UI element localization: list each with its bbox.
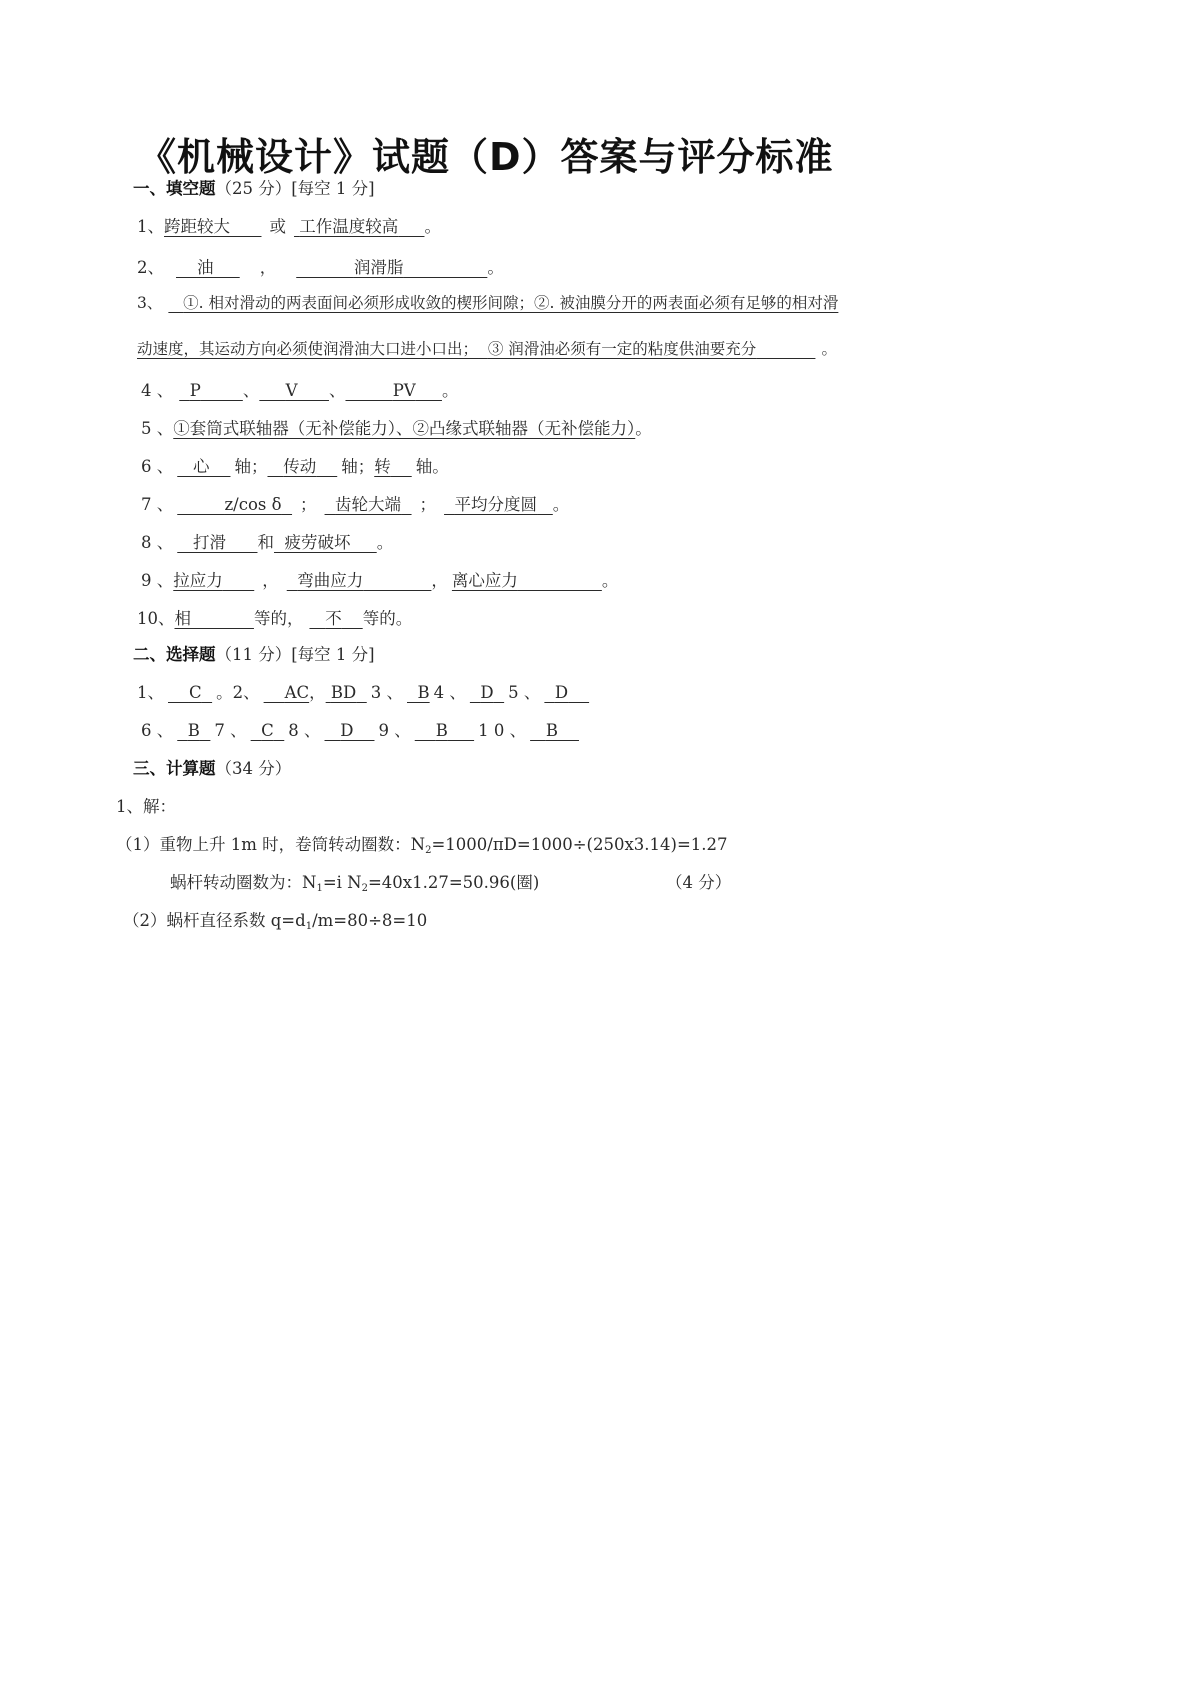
end-mark: 。 bbox=[487, 258, 504, 277]
fill-q4 bbox=[141, 380, 458, 402]
q-number: 8 、 bbox=[288, 721, 321, 740]
q-number: 1、 bbox=[137, 683, 164, 702]
q-number: 10、 bbox=[137, 609, 175, 628]
choice-row-1 bbox=[137, 682, 589, 704]
label-text: 轴； bbox=[341, 457, 375, 476]
answer-blank: V bbox=[285, 381, 298, 400]
section-2-name: 选择题 bbox=[166, 645, 216, 664]
answer-blank: B bbox=[545, 721, 558, 740]
fill-q3-line1 bbox=[137, 292, 838, 314]
solution-step-1b: 蜗杆转动圈数为：$N_1=i$ $N_2=40x1.27=50.96$(圈) bbox=[170, 873, 540, 894]
answer-blank: B bbox=[435, 721, 448, 740]
answer-blank: 打滑 bbox=[193, 533, 226, 552]
answer-blank: C bbox=[188, 683, 202, 702]
separator: ， bbox=[309, 683, 326, 702]
answer-blank: 传动 bbox=[283, 457, 317, 476]
answer-blank: 相 bbox=[174, 609, 191, 628]
answer-blank: ①. 相对滑动的两表面间必须形成收敛的楔形间隙；②. 被油膜分开的两表面必须有足够的相对滑 bbox=[183, 294, 839, 312]
solution-step-2: （2）蜗杆直径系数 $q=d_1/m=80\div 8=10$ bbox=[123, 911, 428, 932]
answer-blank: ③ 润滑油必须有一定的粘度供油要充分 bbox=[487, 340, 757, 358]
answer-blank: 齿轮大端 bbox=[335, 495, 402, 514]
section-1-number: 一、 bbox=[133, 179, 166, 198]
q-number: 6 、 bbox=[141, 457, 174, 476]
q-number: 9 、 bbox=[378, 721, 411, 740]
answer-blank: 平均分度圆 bbox=[454, 495, 538, 514]
page-title: 《机械设计》试题（D）答案与评分标准 bbox=[138, 135, 834, 179]
answer-blank: 离心应力 bbox=[451, 571, 518, 590]
connector-text: ， bbox=[259, 258, 277, 277]
answer-blank: D bbox=[340, 721, 354, 740]
q-number: 6 、 bbox=[141, 721, 174, 740]
score-note: （4 分） bbox=[666, 873, 732, 892]
answer-blank: 不 bbox=[325, 609, 342, 628]
solution-step-1: （1）重物上升 1m 时，卷筒转动圈数：$N_2=1000/\pi D=1000\div(250x3.14)=1.27$ bbox=[116, 835, 728, 856]
answer-blank: PV bbox=[392, 381, 416, 400]
fill-q7 bbox=[141, 494, 569, 516]
answer-blank: C bbox=[261, 721, 274, 740]
answer-blank: 动速度，其运动方向必须使润滑油大口进小口出； bbox=[137, 340, 479, 358]
fill-q5 bbox=[141, 418, 652, 440]
separator: 、 bbox=[242, 381, 260, 400]
q-number: 1 0 、 bbox=[478, 721, 527, 740]
end-mark: 。 bbox=[376, 533, 394, 552]
answer-blank: 跨距较大 bbox=[164, 217, 230, 236]
answer-blank: B bbox=[417, 683, 430, 702]
q-number: 3 、 bbox=[370, 683, 403, 702]
q-number: 8 、 bbox=[141, 533, 174, 552]
answer-blank: P bbox=[189, 381, 201, 400]
answer-blank: 拉应力 bbox=[173, 571, 223, 590]
fill-q3-line2 bbox=[137, 338, 837, 360]
section-3-number: 三、 bbox=[133, 759, 166, 778]
separator: ， bbox=[262, 571, 279, 590]
answer-blank: 心 bbox=[193, 457, 210, 476]
fill-q6 bbox=[141, 456, 449, 478]
section-3-name: 计算题 bbox=[166, 759, 216, 778]
answer-blank: D bbox=[480, 683, 494, 702]
q-number: 。2、 bbox=[216, 683, 260, 702]
section-1-note: （25 分）[每空 1 分] bbox=[215, 179, 375, 198]
answer-blank: D bbox=[554, 683, 569, 702]
fill-q1 bbox=[137, 216, 441, 238]
answer-blank: 转 bbox=[374, 457, 391, 476]
connector-text: 或 bbox=[269, 217, 286, 236]
label-text: 轴。 bbox=[415, 457, 449, 476]
section-2-heading bbox=[133, 644, 375, 666]
q-number: 9 、 bbox=[141, 571, 174, 590]
end-mark: 。 bbox=[552, 495, 570, 514]
end-mark: 。 bbox=[424, 217, 441, 236]
fill-q9 bbox=[141, 570, 618, 592]
label-text: 轴； bbox=[234, 457, 268, 476]
q-number: 7 、 bbox=[214, 721, 247, 740]
answer-blank: AC bbox=[284, 683, 310, 702]
answer-blank: 工作温度较高 bbox=[299, 217, 399, 236]
end-mark: 。 bbox=[441, 381, 459, 400]
answer-blank: BD bbox=[330, 683, 357, 702]
end-mark: 。 bbox=[821, 340, 837, 358]
section-1-name: 填空题 bbox=[166, 179, 216, 198]
answer-blank: ①套筒式联轴器（无补偿能力）、②凸缘式联轴器（无补偿能力） bbox=[173, 419, 636, 438]
separator: 、 bbox=[328, 381, 346, 400]
q-number: 4 、 bbox=[433, 683, 466, 702]
section-3-note: （34 分） bbox=[215, 759, 292, 778]
section-2-number: 二、 bbox=[133, 645, 166, 664]
fill-q2 bbox=[137, 257, 504, 279]
answer-blank: B bbox=[187, 721, 200, 740]
q-number: 2、 bbox=[137, 258, 164, 277]
end-mark: 。 bbox=[635, 419, 652, 438]
end-mark: 。 bbox=[601, 571, 619, 590]
fill-q8 bbox=[141, 532, 393, 554]
q-number: 7 、 bbox=[141, 495, 174, 514]
q-number: 5 、 bbox=[141, 419, 174, 438]
answer-blank: z/cos δ bbox=[224, 495, 282, 514]
section-2-note: （11 分）[每空 1 分] bbox=[215, 645, 375, 664]
connector-text: 和 bbox=[257, 533, 274, 552]
answer-blank: 油 bbox=[196, 258, 214, 277]
q-number: 4 、 bbox=[141, 381, 174, 400]
label-text: 等的。 bbox=[362, 609, 413, 628]
section-1-heading bbox=[133, 178, 375, 200]
solution-heading: 1、解： bbox=[116, 797, 176, 816]
q-number: 5 、 bbox=[508, 683, 541, 702]
q-number: 3、 bbox=[137, 294, 163, 312]
choice-row-2 bbox=[141, 720, 579, 742]
q-number: 1、 bbox=[137, 217, 164, 236]
separator: ； bbox=[300, 495, 317, 514]
label-text: 等的， bbox=[253, 609, 304, 628]
section-3-heading bbox=[133, 758, 291, 780]
answer-blank: 弯曲应力 bbox=[297, 571, 364, 590]
fill-q10 bbox=[137, 608, 412, 630]
separator: ； bbox=[419, 495, 437, 514]
answer-blank: 润滑脂 bbox=[353, 258, 404, 277]
answer-blank: 疲劳破坏 bbox=[284, 533, 351, 552]
separator: ， bbox=[431, 571, 448, 590]
